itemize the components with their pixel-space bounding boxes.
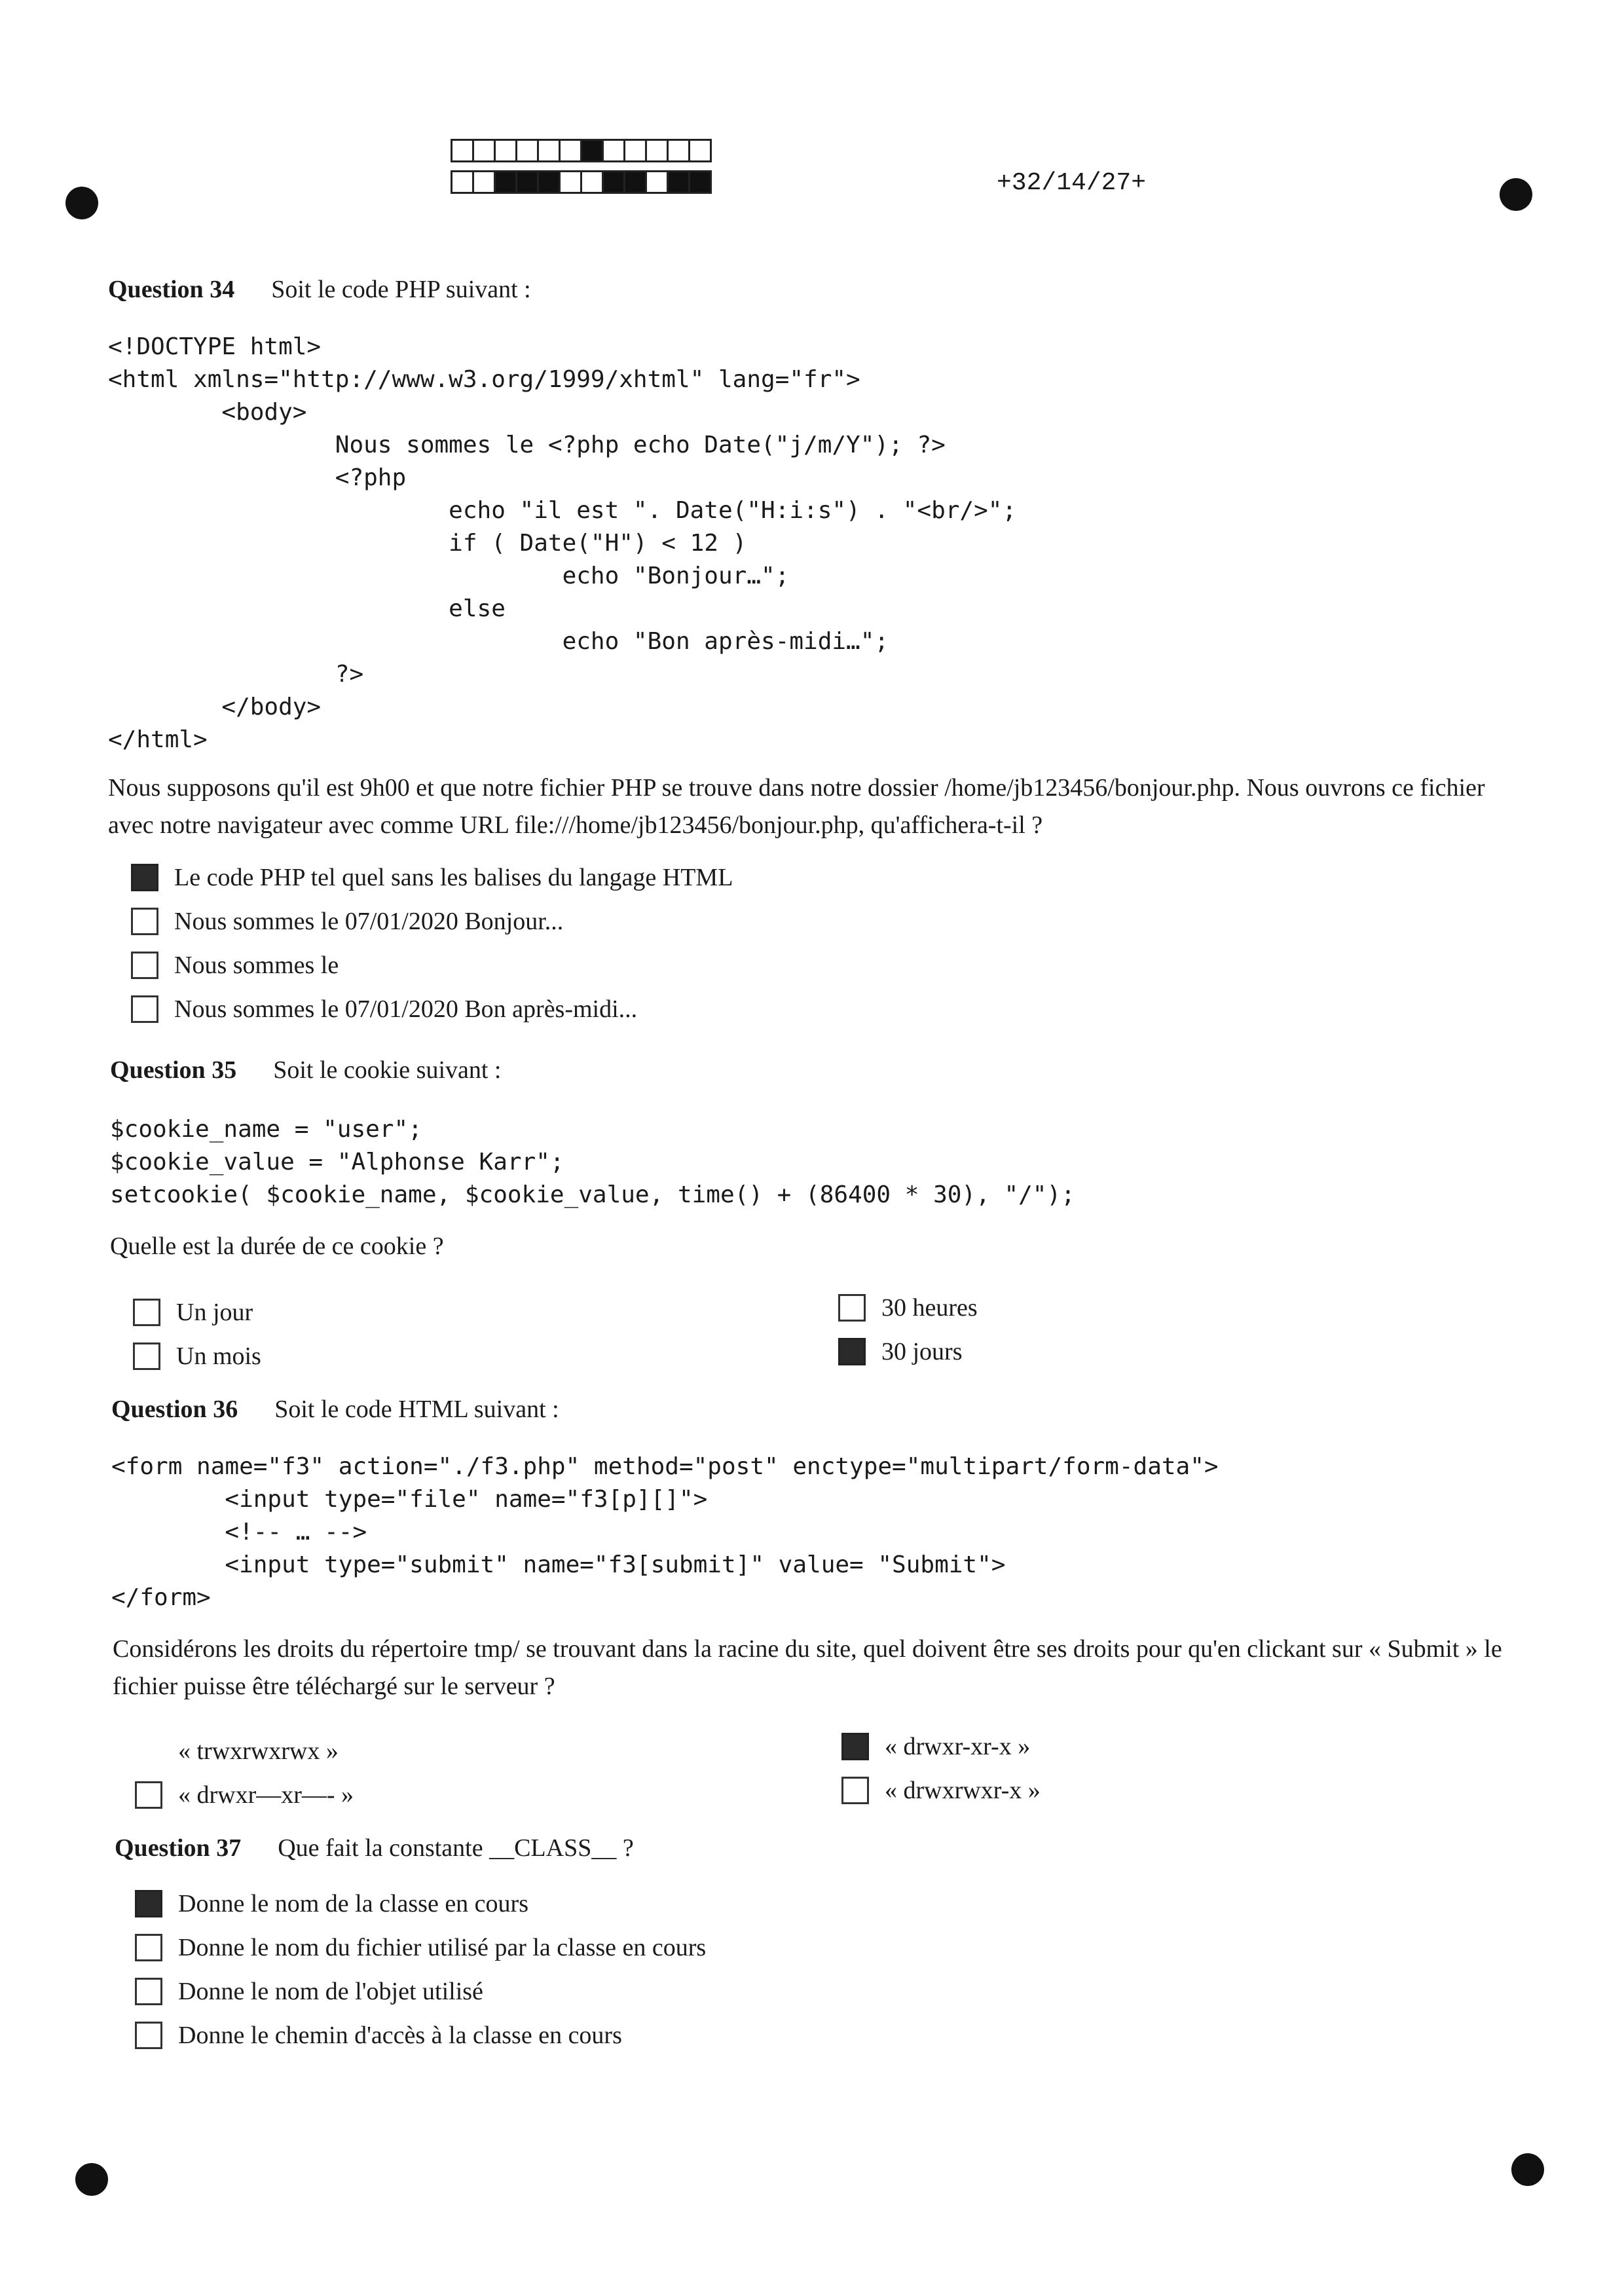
barcode-top-cell-4 xyxy=(515,139,539,162)
choice-label: « drwxr-xr-x » xyxy=(885,1733,1031,1760)
barcode-bottom-cell-1 xyxy=(451,170,474,194)
choice-label: Donne le chemin d'accès à la classe en cours xyxy=(178,2022,622,2049)
barcode-bottom-cell-8 xyxy=(602,170,625,194)
question-36-header xyxy=(111,1395,559,1424)
question-number: Question 34 xyxy=(108,276,235,303)
barcode-bottom-cell-10 xyxy=(645,170,669,194)
choice-label: Un jour xyxy=(176,1299,253,1326)
q34-php-code: <!DOCTYPE html> <html xmlns="http://www.w3.org/1999/xhtml" lang="fr"> <body> Nous sommes le <?php echo Date("j/m/Y"); ?> <?php echo "il est ". Date("H:i:s") . "<br/>"; if ( Date("H") < 12 ) echo "Bonjour…"; else echo "Bon après-midi…"; ?> </body> </html> xyxy=(108,333,1017,753)
choice-label: Donne le nom de l'objet utilisé xyxy=(178,1978,483,2005)
barcode-bottom-cell-4 xyxy=(515,170,539,194)
choice-label: Donne le nom de la classe en cours xyxy=(178,1890,528,1917)
q36-choice-1[interactable] xyxy=(135,1737,339,1766)
checkbox[interactable] xyxy=(838,1294,866,1322)
q36-choice-4[interactable] xyxy=(841,1776,1041,1805)
barcode-bottom-cell-2 xyxy=(472,170,496,194)
checkbox[interactable] xyxy=(841,1733,869,1760)
barcode-bottom-cell-5 xyxy=(537,170,561,194)
checkbox[interactable] xyxy=(131,995,158,1023)
barcode-top-cell-2 xyxy=(472,139,496,162)
q34-question-text: Nous supposons qu'il est 9h00 et que notre fichier PHP se trouve dans notre dossier /home/jb123456/bonjour.php. Nous ouvrons ce fichier avec notre navigateur avec comme URL file:///home/jb123456/bonjour.php, qu'affichera-t-il ? xyxy=(108,774,1485,839)
question-title: Soit le code PHP suivant : xyxy=(271,276,531,303)
choice-label: Nous sommes le 07/01/2020 Bon après-midi... xyxy=(174,995,638,1023)
checkbox[interactable] xyxy=(135,1934,162,1961)
barcode-top-cell-12 xyxy=(688,139,712,162)
registration-dot-top-left xyxy=(65,187,98,219)
q34-choice-1[interactable] xyxy=(131,863,733,892)
checkbox[interactable] xyxy=(131,908,158,935)
barcode-top-cell-11 xyxy=(667,139,690,162)
choice-label: Donne le nom du fichier utilisé par la classe en cours xyxy=(178,1934,707,1961)
choice-label: 30 heures xyxy=(881,1294,978,1322)
checkbox[interactable] xyxy=(131,952,158,979)
page-id: +32/14/27+ xyxy=(997,169,1147,197)
registration-dot-top-right xyxy=(1500,178,1532,211)
question-number: Question 36 xyxy=(111,1396,238,1423)
q37-choice-2[interactable] xyxy=(135,1933,706,1962)
checkbox[interactable] xyxy=(838,1338,866,1365)
checkbox[interactable] xyxy=(841,1777,869,1804)
barcode-bottom-cell-7 xyxy=(580,170,604,194)
question-35-header xyxy=(110,1056,502,1084)
q35-php-code: $cookie_name = "user"; $cookie_value = "Alphonse Karr"; setcookie( $cookie_name, $cookie_value, time() + (86400 * 30), "/"); xyxy=(110,1116,1075,1208)
barcode-top-cell-8 xyxy=(602,139,625,162)
question-title: Soit le cookie suivant : xyxy=(273,1056,502,1084)
q37-choice-3[interactable] xyxy=(135,1977,483,2006)
choice-label: Nous sommes le 07/01/2020 Bonjour... xyxy=(174,908,564,935)
barcode-top-cell-6 xyxy=(559,139,582,162)
question-title: Soit le code HTML suivant : xyxy=(274,1396,559,1423)
choice-label: « drwxr—xr—- » xyxy=(178,1781,354,1809)
checkbox[interactable] xyxy=(133,1299,160,1326)
question-37-header xyxy=(115,1834,634,1862)
choice-label: Un mois xyxy=(176,1342,261,1370)
barcode-top-row xyxy=(451,139,710,162)
barcode-top-cell-5 xyxy=(537,139,561,162)
choice-label: Le code PHP tel quel sans les balises du langage HTML xyxy=(174,864,733,891)
question-34-header xyxy=(108,275,531,304)
q34-choice-2[interactable] xyxy=(131,907,563,936)
barcode-bottom-cell-3 xyxy=(494,170,517,194)
registration-dot-bottom-right xyxy=(1511,2153,1544,2186)
barcode-bottom-row xyxy=(451,170,710,194)
checkbox[interactable] xyxy=(133,1342,160,1370)
choice-label: « drwxrwxr-x » xyxy=(885,1777,1041,1804)
q34-choice-4[interactable] xyxy=(131,995,637,1024)
checkbox[interactable] xyxy=(135,1737,162,1765)
barcode-top-cell-1 xyxy=(451,139,474,162)
q35-choice-2[interactable] xyxy=(133,1342,261,1371)
barcode-bottom-cell-6 xyxy=(559,170,582,194)
question-title: Que fait la constante __CLASS__ ? xyxy=(278,1834,634,1862)
q35-question-text: Quelle est la durée de ce cookie ? xyxy=(110,1232,444,1260)
checkbox[interactable] xyxy=(135,1978,162,2005)
q36-question-text: Considérons les droits du répertoire tmp/ se trouvant dans la racine du site, quel doivent être ses droits pour qu'en clickant sur « Submit » le fichier puisse être téléchargé sur le serveur ? xyxy=(113,1635,1502,1700)
barcode-bottom-cell-12 xyxy=(688,170,712,194)
q35-choice-3[interactable] xyxy=(838,1293,978,1322)
barcode-top-cell-9 xyxy=(623,139,647,162)
q36-choice-2[interactable] xyxy=(135,1781,354,1809)
choice-label: 30 jours xyxy=(881,1338,963,1365)
checkbox[interactable] xyxy=(131,864,158,891)
q34-choice-3[interactable] xyxy=(131,951,339,980)
q36-html-code: <form name="f3" action="./f3.php" method="post" enctype="multipart/form-data"> <input type="file" name="f3[p][]"> <!-- … --> <input type="submit" name="f3[submit]" value= "Submit"> </form> xyxy=(111,1453,1219,1611)
barcode-bottom-cell-11 xyxy=(667,170,690,194)
barcode-top-cell-7 xyxy=(580,139,604,162)
question-number: Question 35 xyxy=(110,1056,237,1084)
barcode-top-cell-10 xyxy=(645,139,669,162)
choice-label: « trwxrwxrwx » xyxy=(178,1737,339,1765)
checkbox[interactable] xyxy=(135,2022,162,2049)
registration-dot-bottom-left xyxy=(75,2163,108,2196)
q35-choice-1[interactable] xyxy=(133,1298,253,1327)
checkbox[interactable] xyxy=(135,1890,162,1917)
barcode-bottom-cell-9 xyxy=(623,170,647,194)
checkbox[interactable] xyxy=(135,1781,162,1809)
barcode-top-cell-3 xyxy=(494,139,517,162)
q35-choice-4[interactable] xyxy=(838,1337,963,1366)
question-number: Question 37 xyxy=(115,1834,242,1862)
q36-choice-3[interactable] xyxy=(841,1732,1030,1761)
choice-label: Nous sommes le xyxy=(174,952,339,979)
q37-choice-1[interactable] xyxy=(135,1889,528,1918)
q37-choice-4[interactable] xyxy=(135,2021,622,2050)
